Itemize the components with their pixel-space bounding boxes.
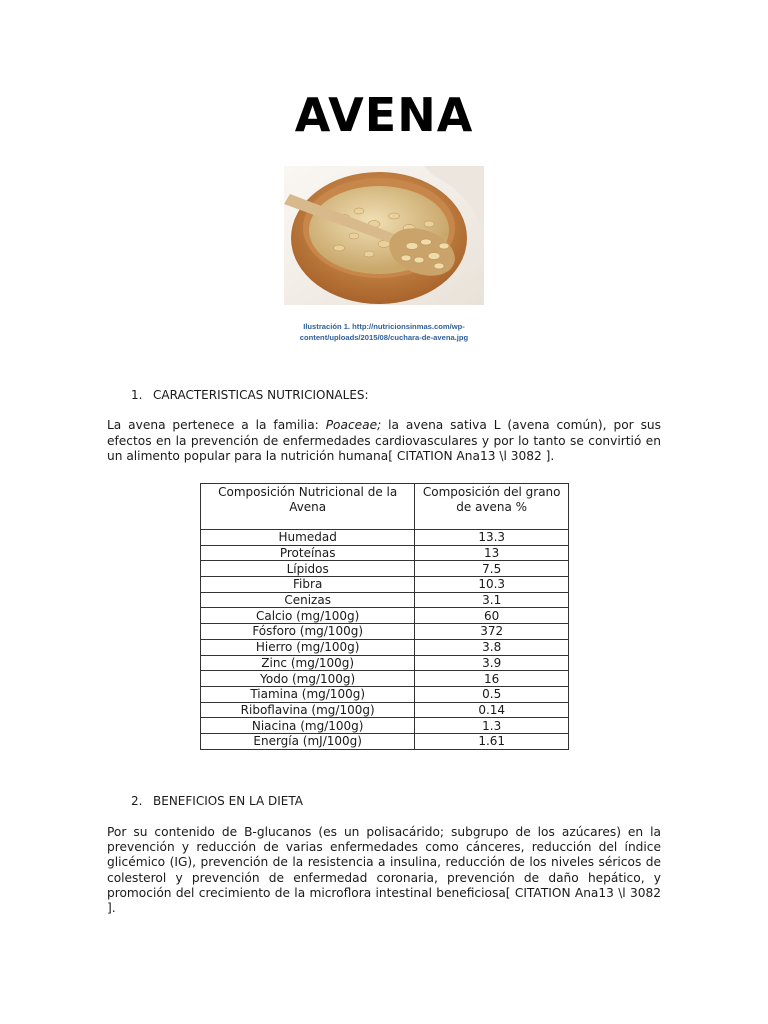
section1-heading-text: CARACTERISTICAS NUTRICIONALES: [153, 388, 369, 402]
nutrient-name-cell: Humedad [201, 530, 415, 546]
table-row [201, 733, 569, 749]
section1-heading [131, 388, 369, 402]
nutrient-name-cell: Calcio (mg/100g) [201, 608, 415, 624]
table-row [201, 624, 569, 640]
section2-heading [131, 794, 303, 808]
nutrient-value-cell: 13 [415, 545, 569, 561]
table-row [201, 530, 569, 546]
nutrient-name-cell: Proteínas [201, 545, 415, 561]
table-row [201, 577, 569, 593]
table-row [201, 718, 569, 734]
section2-number: 2. [131, 794, 143, 808]
table-row [201, 702, 569, 718]
table-row [201, 671, 569, 687]
table-header-composition: Composición Nutricional de la Avena [201, 484, 415, 530]
nutrient-name-cell: Energía (mJ/100g) [201, 733, 415, 749]
nutrient-name-cell: Lípidos [201, 561, 415, 577]
image-caption-line2: content/uploads/2015/08/cuchara-de-avena.jpg [299, 333, 469, 342]
table-row [201, 561, 569, 577]
nutrient-value-cell: 372 [415, 624, 569, 640]
nutrient-value-cell: 10.3 [415, 577, 569, 593]
table-row [201, 655, 569, 671]
table-row [201, 686, 569, 702]
section1-paragraph [107, 418, 661, 465]
nutrient-value-cell: 13.3 [415, 530, 569, 546]
section1-number: 1. [131, 388, 143, 402]
nutrient-value-cell: 3.9 [415, 655, 569, 671]
nutrient-name-cell: Fibra [201, 577, 415, 593]
image-caption-line1: Ilustración 1. http://nutricionsinmas.com/wp- [303, 322, 465, 331]
nutrient-value-cell: 60 [415, 608, 569, 624]
section1-para-rest: la avena sativa L (avena común), por sus efectos en la prevención de enfermedades cardiovasculares y por lo tanto se convirtió en un alimento popular para la nutrición humana[ CITATION Ana13 \l 3082 ]. [107, 418, 661, 463]
table-row [201, 639, 569, 655]
nutrient-name-cell: Hierro (mg/100g) [201, 639, 415, 655]
nutrient-value-cell: 16 [415, 671, 569, 687]
table-row [201, 608, 569, 624]
section2-paragraph: Por su contenido de B-glucanos (es un polisacárido; subgrupo de los azúcares) en la prevención y reducción de varias enfermedades como cánceres, reducción del índice glicémico (IG), prevención de la resistencia a insulina, reducción de los niveles séricos de colesterol y prevención de enfermedad coronaria, prevención de daño hepático, y promoción del crecimiento de la microflora intestinal beneficiosa[ CITATION Ana13 \l 3082 ]. [107, 825, 661, 916]
nutrient-name-cell: Tiamina (mg/100g) [201, 686, 415, 702]
nutrient-value-cell: 3.1 [415, 592, 569, 608]
nutrient-value-cell: 7.5 [415, 561, 569, 577]
oats-photo [284, 166, 484, 305]
table-row [201, 592, 569, 608]
section1-para-prefix: La avena pertenece a la familia: [107, 418, 326, 432]
nutrient-value-cell: 1.61 [415, 733, 569, 749]
nutrient-value-cell: 0.5 [415, 686, 569, 702]
section2-heading-text: BENEFICIOS EN LA DIETA [153, 794, 303, 808]
nutrient-name-cell: Yodo (mg/100g) [201, 671, 415, 687]
image-caption [240, 321, 528, 343]
nutrient-name-cell: Fósforo (mg/100g) [201, 624, 415, 640]
document-title: AVENA [294, 88, 474, 142]
nutrient-name-cell: Niacina (mg/100g) [201, 718, 415, 734]
nutrient-name-cell: Riboflavina (mg/100g) [201, 702, 415, 718]
table-header-row [201, 484, 569, 530]
nutrient-value-cell: 0.14 [415, 702, 569, 718]
table-header-grain-percent: Composición del grano de avena % [415, 484, 569, 530]
nutrition-table [200, 483, 569, 750]
table-body [201, 530, 569, 750]
nutrient-value-cell: 1.3 [415, 718, 569, 734]
oats-bowl-illustration [284, 166, 484, 305]
section1-para-family: Poaceae; [325, 418, 382, 432]
nutrient-name-cell: Zinc (mg/100g) [201, 655, 415, 671]
table-row [201, 545, 569, 561]
nutrient-value-cell: 3.8 [415, 639, 569, 655]
nutrient-name-cell: Cenizas [201, 592, 415, 608]
